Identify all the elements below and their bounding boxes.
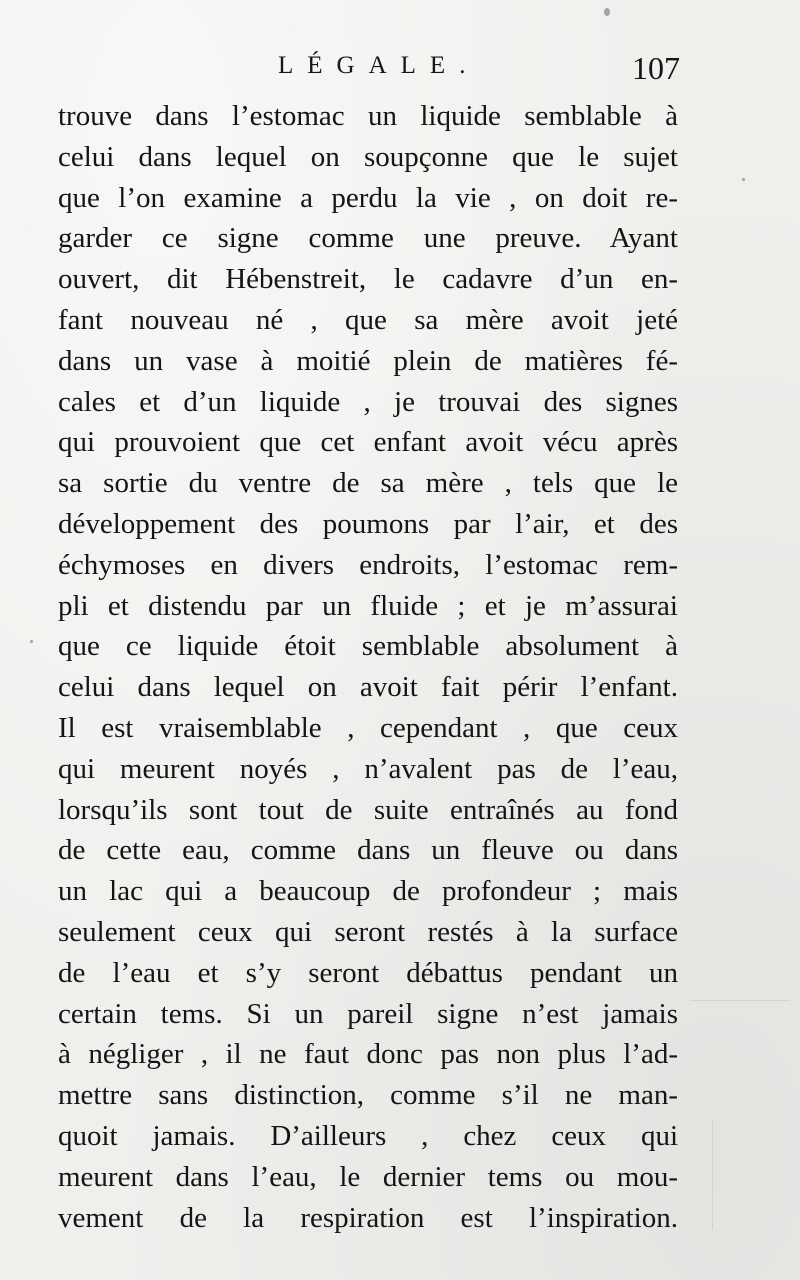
text-line: fant nouveau né , que sa mère avoit jeté bbox=[58, 303, 678, 336]
text-line: pli et distendu par un fluide ; et je m’assurai bbox=[58, 589, 678, 622]
page-number: 107 bbox=[632, 50, 680, 86]
text-line: certain tems. Si un pareil signe n’est jamais bbox=[58, 997, 678, 1030]
text-line: dans un vase à moitié plein de matières fé- bbox=[58, 344, 678, 377]
text-line: celui dans lequel on avoit fait périr l’enfant. bbox=[58, 671, 678, 704]
running-head: LÉGALE. bbox=[278, 52, 480, 79]
text-line: garder ce signe comme une preuve. Ayant bbox=[58, 222, 678, 255]
body-text bbox=[58, 96, 678, 1238]
text-line: un lac qui a beaucoup de profondeur ; mais bbox=[58, 875, 678, 908]
text-line: qui prouvoient que cet enfant avoit vécu après bbox=[58, 426, 678, 459]
text-line: vement de la respiration est l’inspiration. bbox=[58, 1201, 678, 1234]
paper-speck bbox=[604, 8, 610, 16]
text-line: mettre sans distinction, comme s’il ne man- bbox=[58, 1079, 678, 1112]
text-line: Il est vraisemblable , cependant , que ceux bbox=[58, 711, 678, 744]
text-line: celui dans lequel on soupçonne que le sujet bbox=[58, 140, 678, 173]
text-line: meurent dans l’eau, le dernier tems ou mou- bbox=[58, 1160, 678, 1193]
text-line: ouvert, dit Hébenstreit, le cadavre d’un en- bbox=[58, 263, 678, 296]
page-header bbox=[58, 52, 680, 92]
text-line: que l’on examine a perdu la vie , on doit re- bbox=[58, 181, 678, 214]
text-line: lorsqu’ils sont tout de suite entraînés au fond bbox=[58, 793, 678, 826]
text-line: de cette eau, comme dans un fleuve ou dans bbox=[58, 834, 678, 867]
paper-crease bbox=[712, 1120, 713, 1230]
text-line: trouve dans l’estomac un liquide semblable à bbox=[58, 100, 678, 132]
text-line: sa sortie du ventre de sa mère , tels que le bbox=[58, 467, 678, 500]
text-line: seulement ceux qui seront restés à la surface bbox=[58, 915, 678, 948]
text-line: que ce liquide étoit semblable absolument à bbox=[58, 630, 678, 663]
text-line: quoit jamais. D’ailleurs , chez ceux qui bbox=[58, 1119, 678, 1152]
text-line: de l’eau et s’y seront débattus pendant un bbox=[58, 956, 678, 989]
text-line: développement des poumons par l’air, et des bbox=[58, 507, 678, 540]
paper-speck bbox=[742, 178, 745, 181]
paper-speck bbox=[30, 640, 33, 643]
text-line: à négliger , il ne faut donc pas non plus l’ad- bbox=[58, 1038, 678, 1071]
text-line: cales et d’un liquide , je trouvai des signes bbox=[58, 385, 678, 418]
paper-crease bbox=[690, 1000, 790, 1001]
text-line: qui meurent noyés , n’avalent pas de l’eau, bbox=[58, 752, 678, 785]
text-line: échymoses en divers endroits, l’estomac rem- bbox=[58, 548, 678, 581]
